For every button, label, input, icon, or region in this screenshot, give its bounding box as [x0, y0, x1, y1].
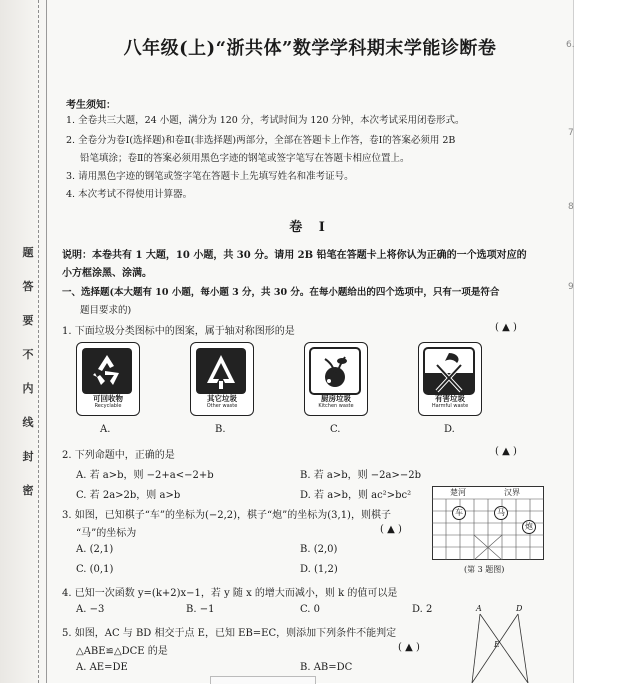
q4-stem: 4. 已知一次函数 y=(k+2)x−1，若 y 随 x 的增大而减小，则 k 的值可以是	[62, 588, 398, 599]
icon-label: 有害垃圾	[435, 394, 465, 403]
gutter-char: 封	[22, 450, 34, 463]
recycle-icon	[81, 347, 133, 395]
q2-option: B. 若 a>b，则 −2a>−2b	[300, 470, 422, 481]
adjacent-page-margin	[566, 0, 627, 683]
icon-caption	[77, 394, 139, 409]
point-label: D	[516, 604, 523, 613]
answer-mark: ( ▲ )	[398, 642, 420, 653]
option-letter: A.	[100, 424, 111, 435]
gutter-dashed-line	[38, 0, 39, 683]
gutter-char: 不	[22, 348, 34, 361]
q3-option: C. (0,1)	[76, 564, 114, 575]
q3-stem-cont: “马”的坐标为	[76, 528, 137, 539]
note-item: 铅笔填涂；卷Ⅱ的答案必须用黑色字迹的钢笔或签字笔写在答题卡相应位置上。	[80, 153, 410, 164]
gutter-char: 线	[22, 416, 34, 429]
option-letter: B.	[215, 424, 226, 435]
icon-label-en: Kitchen waste	[318, 403, 354, 409]
q4-option: C. 0	[300, 604, 321, 615]
q4-option: A. −3	[76, 604, 105, 615]
harmful-waste-bin-icon-box	[418, 342, 482, 416]
icon-label-en: Recyclable	[94, 403, 122, 409]
chess-board-figure	[432, 486, 544, 560]
q3-option: B. (2,0)	[300, 544, 338, 555]
harmful-waste-icon	[423, 347, 475, 395]
side-number: 8	[568, 202, 574, 212]
point-label: A	[476, 604, 482, 613]
q2-option: C. 若 2a>2b，则 a>b	[76, 490, 181, 501]
part-heading-cont: 题目要求的)	[80, 305, 132, 316]
part-heading-text: 一、选择题(本大题有 10 小题，每小题 3 分，共 30 分。在每小题给出的四个选项中，只有一项是符合	[62, 287, 500, 298]
section-instruction: 小方框涂黑、涂满。	[62, 268, 152, 279]
part-heading	[62, 284, 499, 298]
note-item: 3. 请用黑色字迹的钢笔或签字笔在答题卡上先填写姓名和准考证号。	[66, 171, 354, 182]
q5-option: B. AB=DC	[300, 662, 353, 673]
section-instruction: 说明：本卷共有 1 大题，10 小题，共 30 分。请用 2B 铅笔在答题卡上将你认为正确的一个选项对应的	[62, 250, 527, 261]
icon-label: 可回收物	[93, 394, 123, 403]
q2-stem: 2. 下列命题中，正确的是	[62, 450, 175, 461]
chess-piece-horse: 马	[494, 506, 508, 520]
kitchen-waste-icon	[309, 347, 361, 395]
chess-piece-chariot: 车	[452, 506, 466, 520]
note-item: 4. 本次考试不得使用计算器。	[66, 189, 193, 200]
q5-stem-cont: △ABE≌△DCE 的是	[76, 646, 168, 657]
gutter-char: 要	[22, 314, 34, 327]
point-label: E	[494, 640, 500, 649]
recyclable-bin-icon-box	[76, 342, 140, 416]
q5-option: A. AE=DE	[76, 662, 128, 673]
kitchen-waste-bin-icon-box	[304, 342, 368, 416]
triangle-figure	[466, 604, 536, 683]
note-item: 2. 全卷分为卷Ⅰ(选择题)和卷Ⅱ(非选择题)两部分，全部在答题卡上作答，卷Ⅰ的答案必须用 2B	[66, 135, 456, 146]
binding-gutter	[0, 0, 50, 683]
board-label-left: 楚河	[450, 488, 466, 497]
icon-caption	[191, 394, 253, 409]
q4-option: B. −1	[186, 604, 215, 615]
option-letter: C.	[330, 424, 341, 435]
q3-option: A. (2,1)	[76, 544, 114, 555]
side-number: 7	[568, 128, 574, 138]
icon-label: 厨房垃圾	[321, 394, 351, 403]
other-waste-icon	[195, 347, 247, 395]
q3-stem: 3. 如图，已知棋子“车”的坐标为(−2,2)，棋子“炮”的坐标为(3,1)，则棋子	[62, 510, 391, 521]
gutter-char: 内	[22, 382, 34, 395]
icon-caption	[305, 394, 367, 409]
q4-option: D. 2	[412, 604, 433, 615]
section-title: 卷 Ⅰ	[289, 220, 331, 235]
icon-label-en: Harmful waste	[431, 403, 469, 409]
q1-stem: 1. 下面垃圾分类图标中的图案，属于轴对称图形的是	[62, 326, 295, 337]
board-label-right: 汉界	[504, 488, 520, 497]
answer-mark: ( ▲ )	[495, 446, 517, 457]
answer-mark: ( ▲ )	[495, 322, 517, 333]
q5-stem: 5. 如图，AC 与 BD 相交于点 E，已知 EB=EC，则添加下列条件不能判定	[62, 628, 397, 639]
gutter-char: 题	[22, 246, 34, 259]
gutter-char: 密	[22, 484, 34, 497]
gutter-char: 答	[22, 280, 34, 293]
other-waste-bin-icon-box	[190, 342, 254, 416]
paper-title: 八年级(上)“浙共体”数学学科期末学能诊断卷	[123, 38, 497, 59]
answer-mark: ( ▲ )	[380, 524, 402, 535]
q3-option: D. (1,2)	[300, 564, 338, 575]
option-letter: D.	[444, 424, 455, 435]
note-item: 1. 全卷共三大题，24 小题，满分为 120 分，考试时间为 120 分钟，本次考试采用闭卷形式。	[66, 115, 465, 126]
gutter-line	[46, 0, 47, 683]
q2-option: A. 若 a>b，则 −2+a<−2+b	[76, 470, 214, 481]
side-number: 6.	[566, 40, 575, 50]
icon-caption	[419, 394, 481, 409]
chess-piece-cannon: 炮	[522, 520, 536, 534]
triangle-diagram	[466, 604, 536, 683]
figure-caption: (第 3 题图)	[464, 565, 505, 574]
q2-option: D. 若 a>b，则 ac²>bc²	[300, 490, 412, 501]
notes-heading: 考生须知：	[66, 100, 116, 111]
icon-label: 其它垃圾	[207, 394, 237, 403]
icon-label-en: Other waste	[206, 403, 238, 409]
side-number: 9	[568, 282, 574, 292]
